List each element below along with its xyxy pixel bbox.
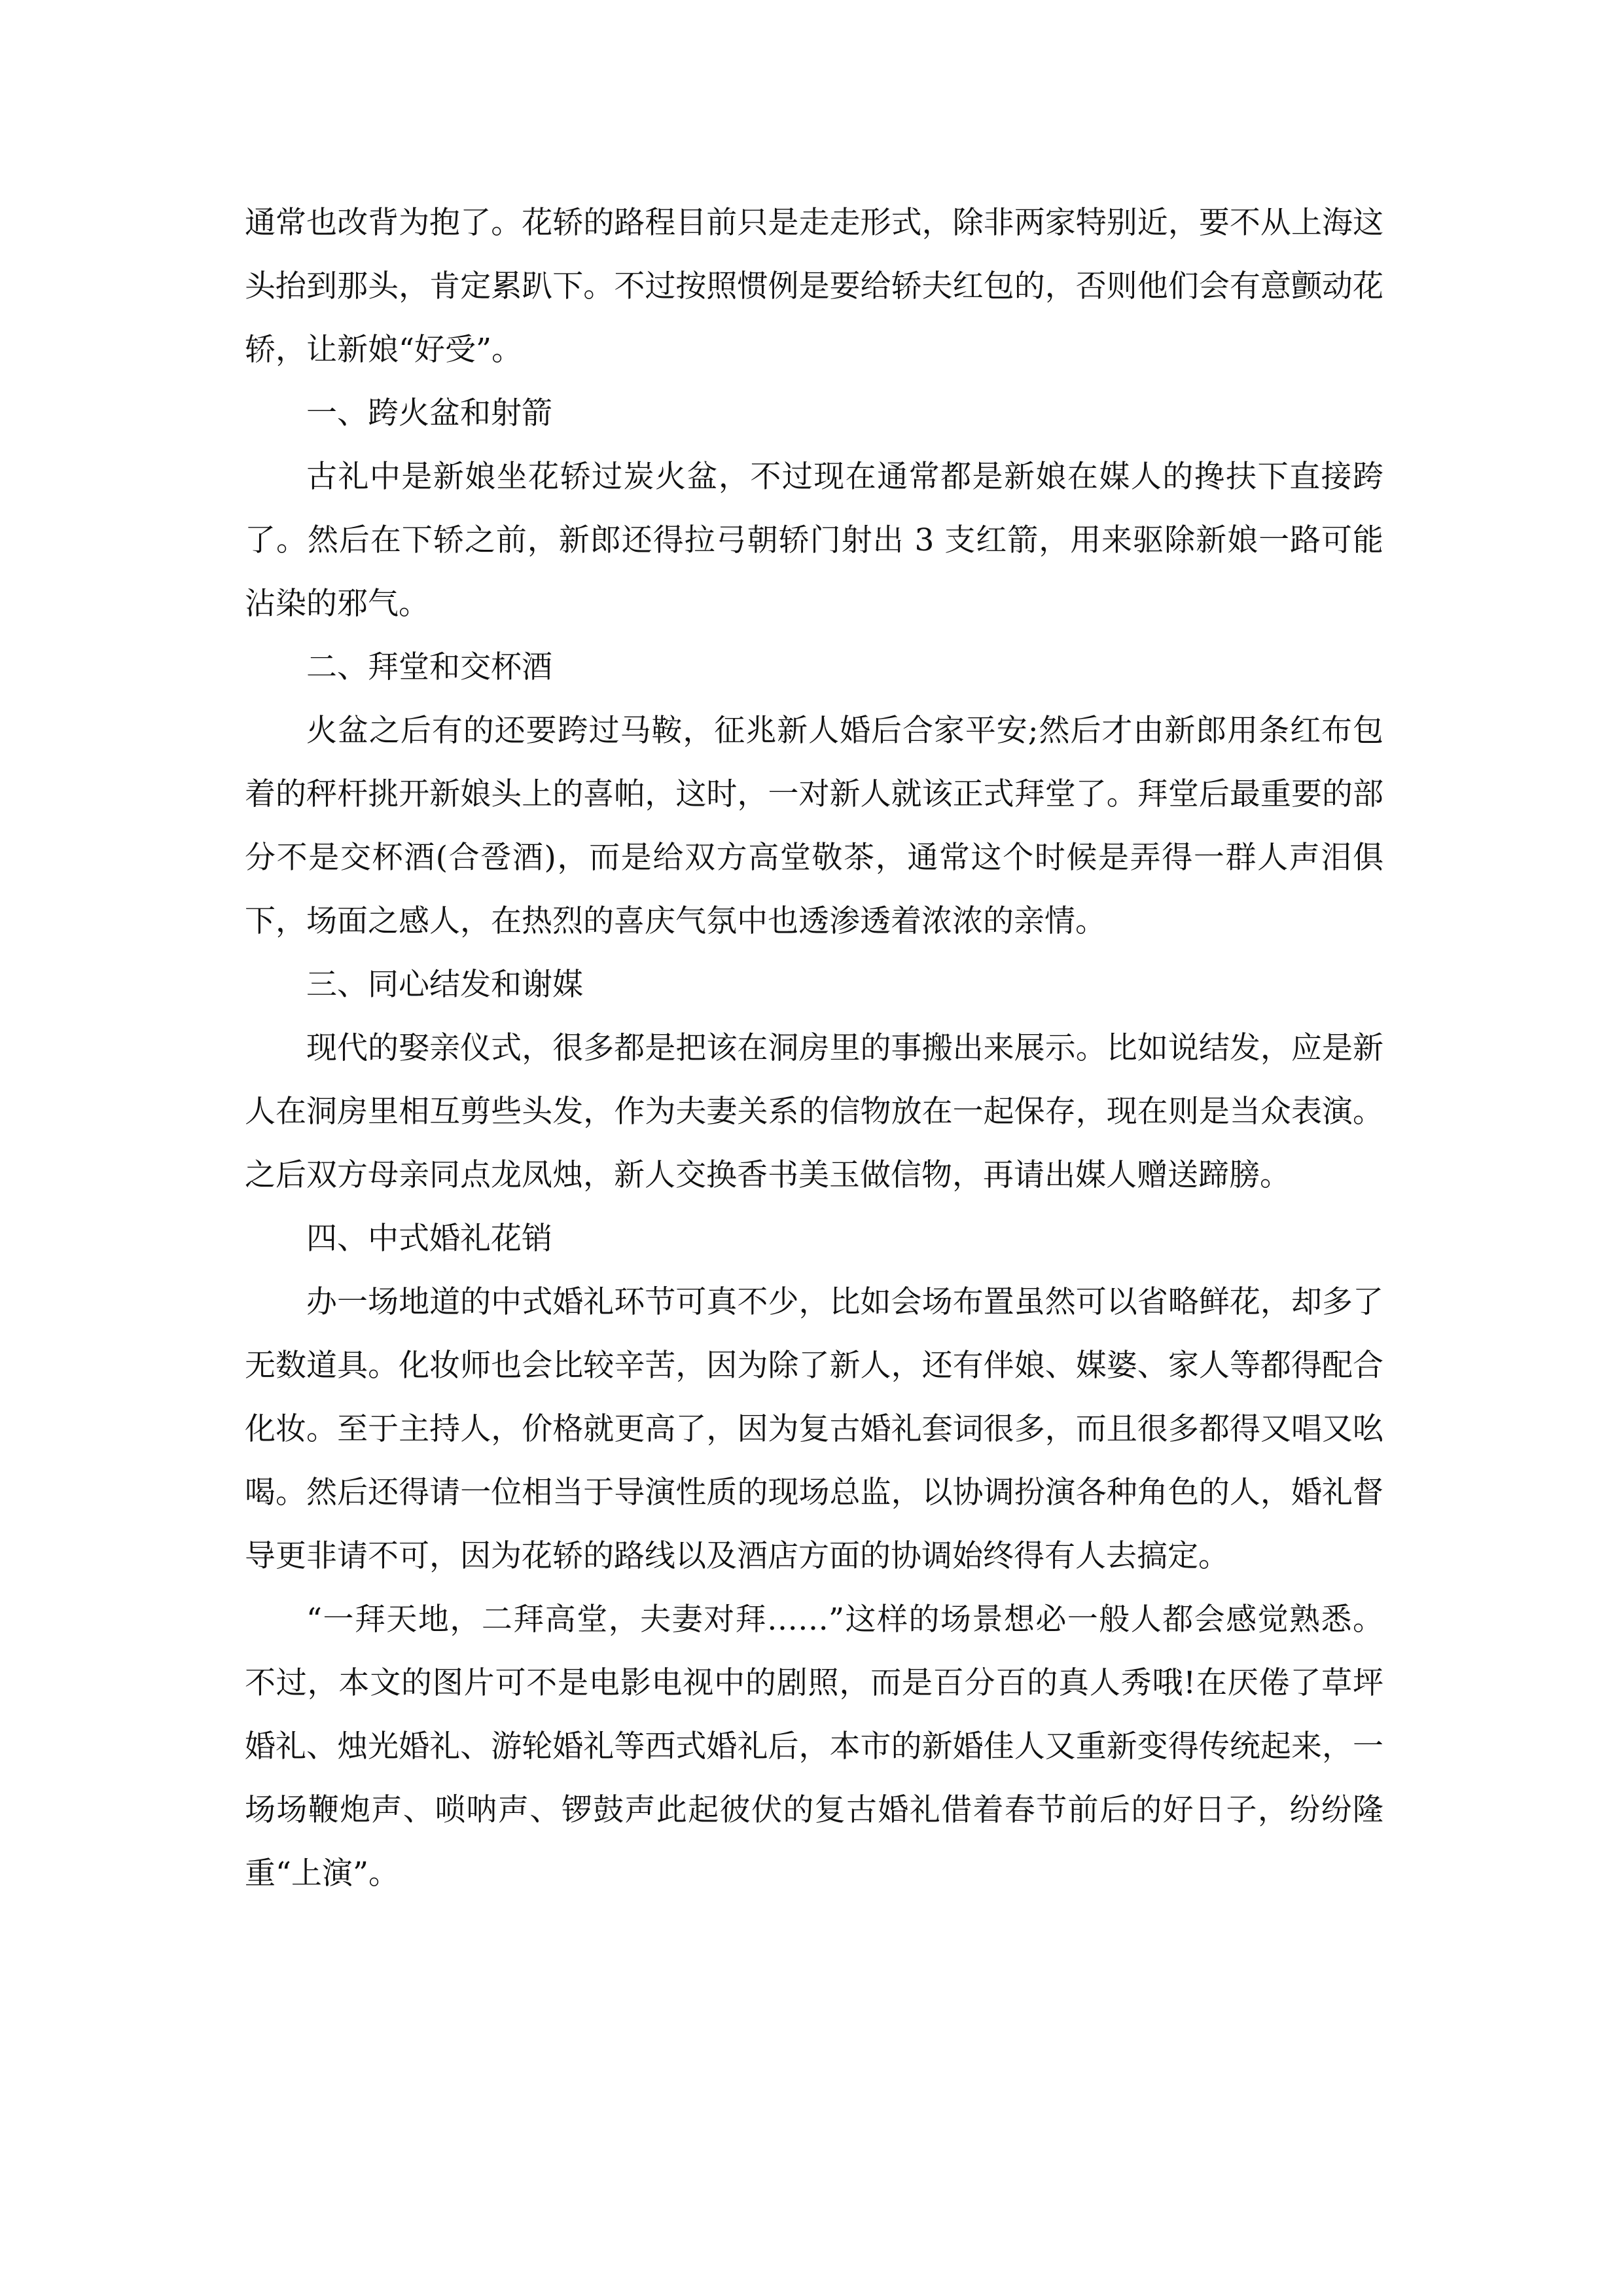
section-heading-costs: 四、中式婚礼花销	[306, 1221, 552, 1257]
paragraph-conclusion: “一拜天地，二拜高堂，夫妻对拜……”这样的场景想必一般人都会感觉熟悉。不过，本文的图片可不是电影电视中的剧照，而是百分百的真人秀哦!在厌倦了草坪婚礼、烛光婚礼、游轮婚礼等西式婚礼后，本市的新婚佳人又重新变得传统起来，一场场鞭炮声、唢呐声、锣鼓声此起彼伏的复古婚礼借着春节前后的好日子，纷纷隆重“上演”。	[245, 1602, 1383, 1892]
paragraph-sedan-chair: 通常也改背为抱了。花轿的路程目前只是走走形式，除非两家特别近，要不从上海这头抬到那头，肯定累趴下。不过按照惯例是要给轿夫红包的，否则他们会有意颤动花轿，让新娘“好受”。	[245, 205, 1383, 368]
paragraph-fire-basin: 古礼中是新娘坐花轿过炭火盆，不过现在通常都是新娘在媒人的搀扶下直接跨了。然后在下轿之前，新郎还得拉弓朝轿门射出 3 支红箭，用来驱除新娘一路可能沾染的邪气。	[245, 459, 1383, 622]
section-heading-fire-basin: 一、跨火盆和射箭	[306, 395, 552, 431]
section-heading-worship: 二、拜堂和交杯酒	[306, 649, 552, 685]
paragraph-worship: 火盆之后有的还要跨过马鞍，征兆新人婚后合家平安;然后才由新郎用条红布包着的秤杆挑开新娘头上的喜帕，这时，一对新人就该正式拜堂了。拜堂后最重要的部分不是交杯酒(合卺酒)，而是给双方高堂敬茶，通常这个时候是弄得一群人声泪俱下，场面之感人，在热烈的喜庆气氛中也透渗透着浓浓的亲情。	[245, 713, 1383, 939]
paragraph-hair-tying: 现代的娶亲仪式，很多都是把该在洞房里的事搬出来展示。比如说结发，应是新人在洞房里相互剪些头发，作为夫妻关系的信物放在一起保存，现在则是当众表演。之后双方母亲同点龙凤烛，新人交换香书美玉做信物，再请出媒人赠送蹄膀。	[245, 1030, 1383, 1193]
document-page	[245, 191, 1383, 1905]
section-heading-hair-tying: 三、同心结发和谢媒	[306, 967, 583, 1003]
paragraph-costs: 办一场地道的中式婚礼环节可真不少，比如会场布置虽然可以省略鲜花，却多了无数道具。化妆师也会比较辛苦，因为除了新人，还有伴娘、媒婆、家人等都得配合化妆。至于主持人，价格就更高了，因为复古婚礼套词很多，而且很多都得又唱又吆喝。然后还得请一位相当于导演性质的现场总监，以协调扮演各种角色的人，婚礼督导更非请不可，因为花轿的路线以及酒店方面的协调始终得有人去搞定。	[245, 1284, 1383, 1574]
